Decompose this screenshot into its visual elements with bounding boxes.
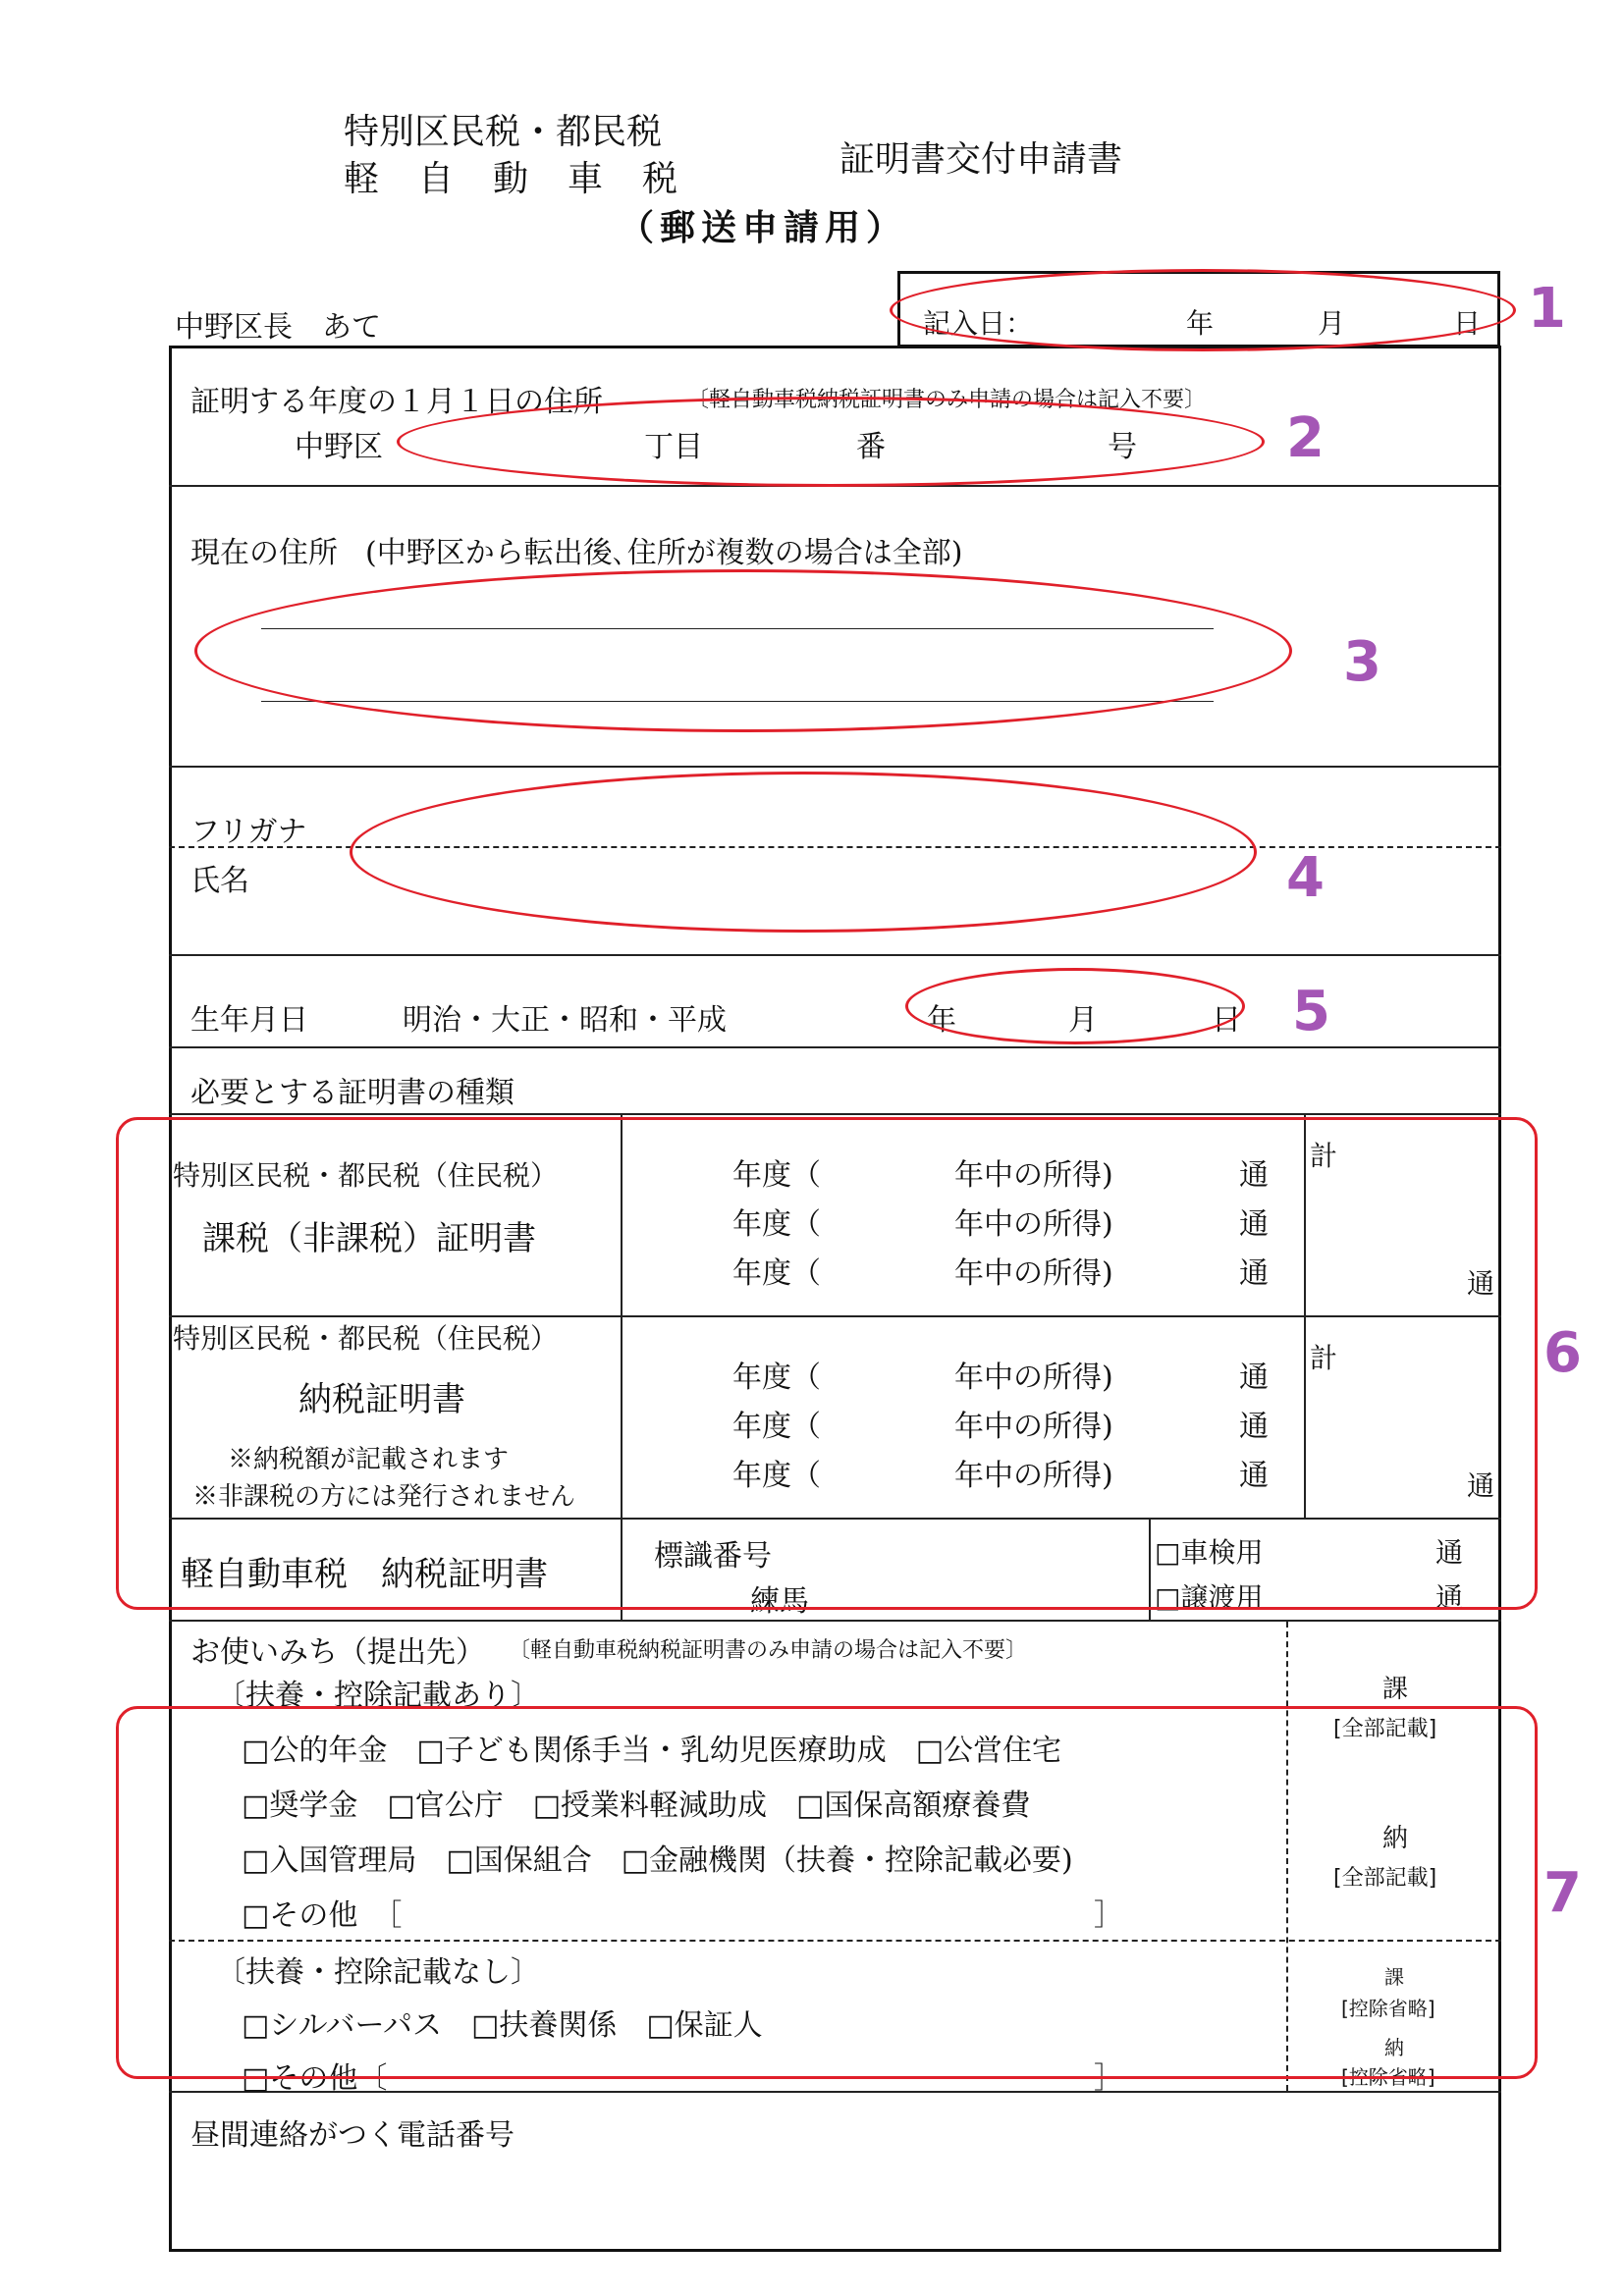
tax-row-2-shotoku: 年中の所得) — [954, 1207, 1113, 1242]
tax-cert-name: 課税（非課税）証明書 — [202, 1219, 536, 1258]
divider — [169, 1113, 1501, 1115]
tax-total-label: 計 — [1310, 1140, 1338, 1172]
divider — [169, 766, 1501, 768]
marker-oval-5 — [905, 968, 1245, 1044]
side-no-full: [全部記載] — [1333, 1866, 1437, 1891]
kei-option-joto-unit: 通 — [1435, 1581, 1464, 1614]
entry-date-year: 年 — [1186, 307, 1215, 340]
side-no-omit: [控除省略] — [1341, 2065, 1435, 2089]
usage-without-close: ］ — [1094, 2061, 1123, 2096]
side-ka-omit: [控除省略] — [1341, 1997, 1435, 2020]
paid-row-1-tsu: 通 — [1239, 1361, 1269, 1395]
current-address-label: 現在の住所 — [190, 536, 338, 570]
divider — [169, 1046, 1501, 1048]
usage-without-row-1[interactable]: □シルバーパス □扶養関係 □保証人 — [242, 2008, 763, 2043]
entry-date-month: 月 — [1318, 307, 1346, 340]
paid-cert-note1: ※納税額が記載されます — [228, 1445, 510, 1474]
current-address-note: (中野区から転出後､住所が複数の場合は全部) — [365, 536, 963, 570]
usage-without-label: 〔扶養・控除記載なし〕 — [216, 1955, 540, 1990]
marker-number-5: 5 — [1292, 980, 1330, 1043]
paid-total-label: 計 — [1310, 1342, 1338, 1374]
birthdate-eras[interactable]: 明治・大正・昭和・平成 — [403, 1003, 727, 1038]
usage-heading: お使いみち（提出先） — [190, 1635, 485, 1670]
name-label: 氏名 — [190, 864, 249, 898]
paid-row-1-shotoku: 年中の所得) — [954, 1361, 1113, 1395]
title-subtitle: （郵送申請用） — [619, 208, 908, 248]
title-line2: 軽 自 動 車 税 — [344, 159, 680, 199]
phone-label: 昼間連絡がつく電話番号 — [190, 2118, 514, 2153]
usage-note: 〔軽自動車税納税証明書のみ申請の場合は記入不要〕 — [509, 1638, 1028, 1663]
paid-row-1-nendo: 年度（ — [732, 1361, 821, 1395]
kei-cert-name: 軽自動車税 納税証明書 — [181, 1555, 548, 1594]
tax-row-2-tsu: 通 — [1239, 1207, 1269, 1242]
marker-oval-4 — [350, 772, 1257, 933]
marker-number-4: 4 — [1286, 846, 1325, 910]
divider — [169, 954, 1501, 956]
side-no2: 納 — [1384, 2036, 1404, 2059]
address-jan1-chome: 丁目 — [644, 430, 703, 464]
paid-cert-name: 納税証明書 — [298, 1380, 465, 1419]
paid-total-unit: 通 — [1467, 1469, 1495, 1502]
title-line1: 特別区民税・都民税 — [344, 112, 663, 152]
entry-date-day: 日 — [1453, 307, 1482, 340]
paid-cert-note2: ※非課税の方には発行されません — [192, 1482, 576, 1512]
side-ka: 課 — [1382, 1675, 1409, 1704]
tax-total-unit: 通 — [1467, 1267, 1495, 1300]
furigana-label: フリガナ — [190, 815, 307, 849]
usage-with-row-other[interactable]: □その他 ［ — [242, 1898, 403, 1933]
kei-plate-value: 練馬 — [750, 1584, 809, 1619]
marker-oval-2 — [397, 397, 1265, 487]
tax-row-3-nendo: 年度（ — [732, 1256, 821, 1291]
marker-number-2: 2 — [1286, 406, 1325, 470]
usage-with-label: 〔扶養・控除記載あり〕 — [216, 1679, 540, 1713]
paid-row-3-shotoku: 年中の所得) — [954, 1459, 1113, 1493]
marker-number-6: 6 — [1543, 1321, 1582, 1385]
tax-row-1-tsu: 通 — [1239, 1158, 1269, 1193]
side-ka-full: [全部記載] — [1333, 1717, 1437, 1741]
address-jan1-note: 〔軽自動車税納税証明書のみ申請の場合は記入不要〕 — [687, 388, 1207, 412]
birthdate-year: 年 — [927, 1003, 956, 1038]
birthdate-label: 生年月日 — [190, 1003, 308, 1038]
phone-field[interactable] — [177, 2160, 1492, 2244]
paid-cert-caption: 特別区民税・都民税（住民税） — [173, 1322, 559, 1355]
birthdate-day: 日 — [1212, 1003, 1241, 1038]
marker-number-1: 1 — [1528, 277, 1566, 341]
paid-row-2-tsu: 通 — [1239, 1410, 1269, 1444]
divider — [169, 1620, 1501, 1622]
kei-option-shaken[interactable]: □車検用 — [1155, 1536, 1264, 1569]
marker-box-7 — [116, 1706, 1538, 2079]
tax-cert-caption: 特別区民税・都民税（住民税） — [173, 1159, 559, 1192]
tax-row-1-shotoku: 年中の所得) — [954, 1158, 1113, 1193]
tax-row-1-nendo: 年度（ — [732, 1158, 821, 1193]
tax-row-3-shotoku: 年中の所得) — [954, 1256, 1113, 1291]
paid-row-3-nendo: 年度（ — [732, 1459, 821, 1493]
entry-date-label: 記入日： — [923, 307, 1034, 340]
title-right: 証明書交付申請書 — [839, 139, 1123, 180]
paid-row-2-shotoku: 年中の所得) — [954, 1410, 1113, 1444]
marker-oval-1 — [890, 269, 1516, 351]
usage-with-close: ］ — [1094, 1898, 1123, 1933]
address-jan1-ban: 番 — [856, 430, 886, 464]
addressee: 中野区長 あて — [175, 310, 381, 345]
marker-oval-3 — [194, 569, 1292, 732]
tax-row-2-nendo: 年度（ — [732, 1207, 821, 1242]
paid-row-2-nendo: 年度（ — [732, 1410, 821, 1444]
cert-types-heading: 必要とする証明書の種類 — [190, 1076, 514, 1110]
marker-number-3: 3 — [1343, 630, 1381, 694]
kei-plate-label: 標識番号 — [654, 1539, 772, 1574]
address-jan1-label: 証明する年度の１月１日の住所 — [190, 385, 603, 419]
birthdate-month: 月 — [1068, 1003, 1098, 1038]
side-ka2: 課 — [1384, 1965, 1404, 1989]
address-jan1-go: 号 — [1108, 430, 1137, 464]
side-no: 納 — [1382, 1824, 1409, 1853]
tax-row-3-tsu: 通 — [1239, 1256, 1269, 1291]
marker-number-7: 7 — [1543, 1861, 1582, 1925]
usage-without-row-other[interactable]: □その他〔 — [242, 2061, 388, 2096]
usage-with-row-2[interactable]: □奨学金 □官公庁 □授業料軽減助成 □国保高額療養費 — [242, 1789, 1031, 1823]
address-jan1-ward: 中野区 — [295, 430, 383, 464]
usage-with-row-3[interactable]: □入国管理局 □国保組合 □金融機関（扶養・控除記載必要) — [242, 1843, 1073, 1878]
paid-row-3-tsu: 通 — [1239, 1459, 1269, 1493]
kei-option-shaken-unit: 通 — [1435, 1536, 1464, 1569]
kei-option-joto[interactable]: □譲渡用 — [1155, 1581, 1264, 1614]
usage-with-row-1[interactable]: □公的年金 □子ども関係手当・乳幼児医療助成 □公営住宅 — [242, 1734, 1062, 1768]
marker-box-6 — [116, 1117, 1538, 1610]
